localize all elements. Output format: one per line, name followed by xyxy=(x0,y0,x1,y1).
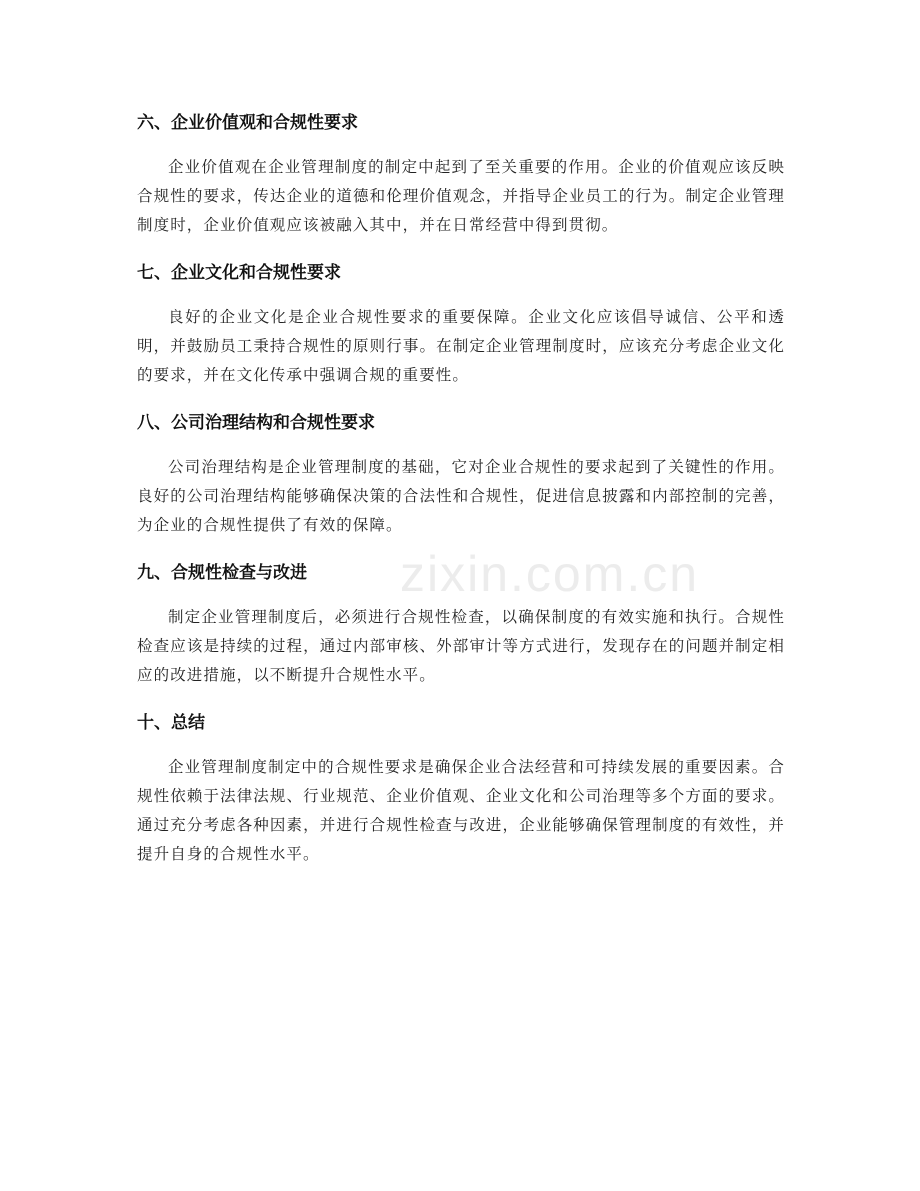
section-paragraph-10: 企业管理制度制定中的合规性要求是确保企业合法经营和可持续发展的重要因素。合规性依赖于法律法规、行业规范、企业价值观、企业文化和公司治理等多个方面的要求。通过充分考虑各种因素，并进行合规性检查与改进，企业能够确保管理制度的有效性，并提升自身的合规性水平。 xyxy=(137,758,785,863)
section-paragraph-9: 制定企业管理制度后，必须进行合规性检查，以确保制度的有效实施和执行。合规性检查应该是持续的过程，通过内部审核、外部审计等方式进行，发现存在的问题并制定相应的改进措施，以不断提升合规性水平。 xyxy=(137,608,785,684)
watermark: zixin.com.cn xyxy=(400,546,700,602)
document-content xyxy=(137,106,785,885)
section-heading-6: 六、企业价值观和合规性要求 xyxy=(137,113,358,133)
section-heading-8: 八、公司治理结构和合规性要求 xyxy=(137,413,375,433)
section-paragraph-7: 良好的企业文化是企业合规性要求的重要保障。企业文化应该倡导诚信、公平和透明，并鼓励员工秉持合规性的原则行事。在制定企业管理制度时，应该充分考虑企业文化的要求，并在文化传承中强调合规的重要性。 xyxy=(137,308,785,384)
section-paragraph-6: 企业价值观在企业管理制度的制定中起到了至关重要的作用。企业的价值观应该反映合规性的要求，传达企业的道德和伦理价值观念，并指导企业员工的行为。制定企业管理制度时，企业价值观应该被融入其中，并在日常经营中得到贯彻。 xyxy=(137,158,785,234)
section-heading-10: 十、总结 xyxy=(137,713,205,733)
section-heading-9: 九、合规性检查与改进 xyxy=(137,563,307,583)
section-paragraph-8: 公司治理结构是企业管理制度的基础，它对企业合规性的要求起到了关键性的作用。良好的公司治理结构能够确保决策的合法性和合规性，促进信息披露和内部控制的完善，为企业的合规性提供了有效的保障。 xyxy=(137,458,785,534)
section-heading-7: 七、企业文化和合规性要求 xyxy=(137,263,341,283)
